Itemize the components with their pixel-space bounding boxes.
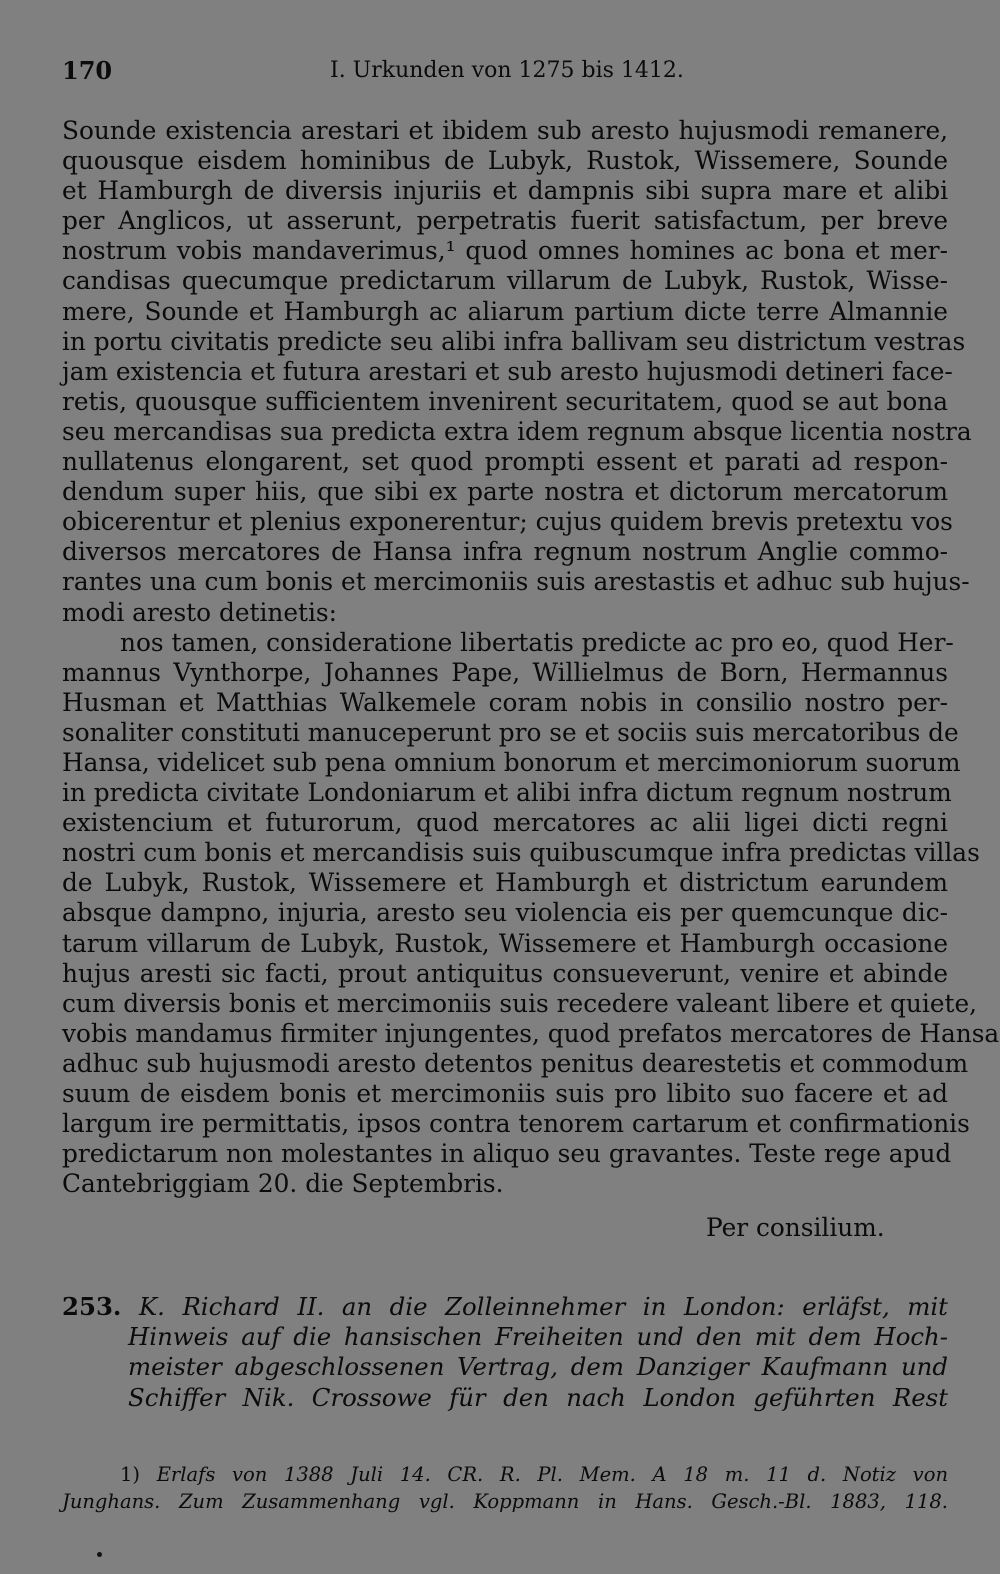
regest-entry — [62, 1292, 948, 1413]
text-line: jam existencia et futura arestari et sub aresto hujusmodi detineri face- — [62, 356, 953, 386]
text-line: nostri cum bonis et mercandisis suis quibuscumque infra predictas villas — [62, 838, 980, 868]
entry-line: Hinweis auf die hansischen Freiheiten und den mit dem Hoch- — [128, 1322, 948, 1352]
text-line: modi aresto detinetis: — [62, 597, 338, 627]
text-line: et Hamburgh de diversis injuriis et dampnis sibi supra mare et alibi — [62, 176, 948, 206]
page-number: 170 — [62, 56, 113, 85]
page-header — [62, 56, 942, 90]
text-line: mere, Sounde et Hamburgh ac aliarum partium dicte terre Almannie — [62, 296, 948, 326]
text-line: Hansa, videlicet sub pena omnium bonorum et mercimoniorum suorum — [62, 747, 961, 777]
text-line: predictarum non molestantes in aliquo seu gravantes. Teste rege apud — [62, 1139, 952, 1169]
text-line: existencium et futurorum, quod mercatores ac alii ligei dicti regni — [62, 808, 948, 838]
print-speck — [97, 1552, 102, 1557]
text-line: absque dampno, injuria, aresto seu violencia eis per quemcunque dic- — [62, 898, 948, 928]
text-line: in predicta civitate Londoniarum et alibi infra dictum regnum nostrum — [62, 778, 952, 808]
text-line: Husman et Matthias Walkemele coram nobis in consilio nostro per- — [62, 687, 948, 717]
entry-line: Schiffer Nik. Crossowe für den nach London geführten Rest — [128, 1382, 948, 1412]
text-line: vobis mandamus firmiter injungentes, quod prefatos mercatores de Hansa — [62, 1018, 1000, 1048]
running-title: I. Urkunden von 1275 bis 1412. — [330, 58, 684, 83]
text-line: per Anglicos, ut asserunt, perpetratis fuerit satisfactum, per breve — [62, 206, 948, 236]
footnote-line: Junghans. Zum Zusammenhang vgl. Koppmann in Hans. Gesch.-Bl. 1883, 118. — [62, 1490, 948, 1513]
footnote-line — [62, 1461, 948, 1488]
text-line: Cantebriggiam 20. die Septembris. — [62, 1169, 504, 1199]
charter-text — [62, 116, 1000, 1199]
entry-text: K. Richard II. an die Zolleinnehmer in London: erläfst, mit — [138, 1292, 948, 1321]
text-line: retis, quousque sufficientem invenirent securitatem, quod se aut bona — [62, 386, 948, 416]
text-line: quousque eisdem hominibus de Lubyk, Rustok, Wissemere, Sounde — [62, 146, 948, 176]
text-line: suum de eisdem bonis et mercimoniis suis pro libito suo facere et ad — [62, 1079, 948, 1108]
text-line: obicerentur et plenius exponerentur; cujus quidem brevis pretextu vos — [62, 507, 953, 537]
text-line: nos tamen, consideratione libertatis predicte ac pro eo, quod Her- — [120, 627, 954, 657]
entry-line: meister abgeschlossenen Vertrag, dem Danziger Kaufmann und — [128, 1352, 948, 1382]
text-line: rantes una cum bonis et mercimoniis suis arestastis et adhuc sub hujus- — [62, 567, 970, 597]
entry-line — [62, 1292, 948, 1322]
footnote-text: Erlafs von 1388 Juli 14. CR. R. Pl. Mem. A 18 m. 11 d. Notiz von — [156, 1463, 948, 1486]
entry-number: 253. — [62, 1292, 122, 1321]
text-line: mannus Vynthorpe, Johannes Pape, Willielmus de Born, Hermannus — [62, 657, 948, 687]
text-line: dendum super hiis, que sibi ex parte nostra et dictorum mercatorum — [62, 477, 948, 507]
text-line: seu mercandisas sua predicta extra idem regnum absque licentia nostra — [62, 416, 972, 446]
text-line: largum ire permittatis, ipsos contra tenorem cartarum et confirmationis — [62, 1109, 970, 1139]
text-line: in portu civitatis predicte seu alibi infra ballivam seu districtum vestras — [62, 326, 966, 356]
text-line: hujus aresti sic facti, prout antiquitus consueverunt, venire et abinde — [62, 958, 948, 988]
text-line: Sounde existencia arestari et ibidem sub aresto hujusmodi remanere, — [62, 116, 948, 145]
text-line: tarum villarum de Lubyk, Rustok, Wissemere et Hamburgh occasione — [62, 928, 948, 958]
signature-line: Per consilium. — [706, 1213, 885, 1242]
text-line: diversos mercatores de Hansa infra regnum nostrum Anglie commo- — [62, 537, 948, 567]
text-line: sonaliter constituti manuceperunt pro se et sociis suis mercatoribus de — [62, 717, 959, 747]
text-line: adhuc sub hujusmodi aresto detentos penitus dearestetis et commodum — [62, 1048, 969, 1078]
footnote-number: 1) — [120, 1463, 141, 1486]
text-line: nostrum vobis mandaverimus,¹ quod omnes homines ac bona et mer- — [62, 236, 948, 266]
text-line: cum diversis bonis et mercimoniis suis recedere valeant libere et quiete, — [62, 988, 978, 1018]
text-line: nullatenus elongarent, set quod prompti essent et parati ad respon- — [62, 447, 948, 477]
text-line: de Lubyk, Rustok, Wissemere et Hamburgh et districtum earundem — [62, 868, 948, 898]
text-line: candisas quecumque predictarum villarum de Lubyk, Rustok, Wisse- — [62, 266, 948, 296]
footnote — [62, 1461, 948, 1515]
